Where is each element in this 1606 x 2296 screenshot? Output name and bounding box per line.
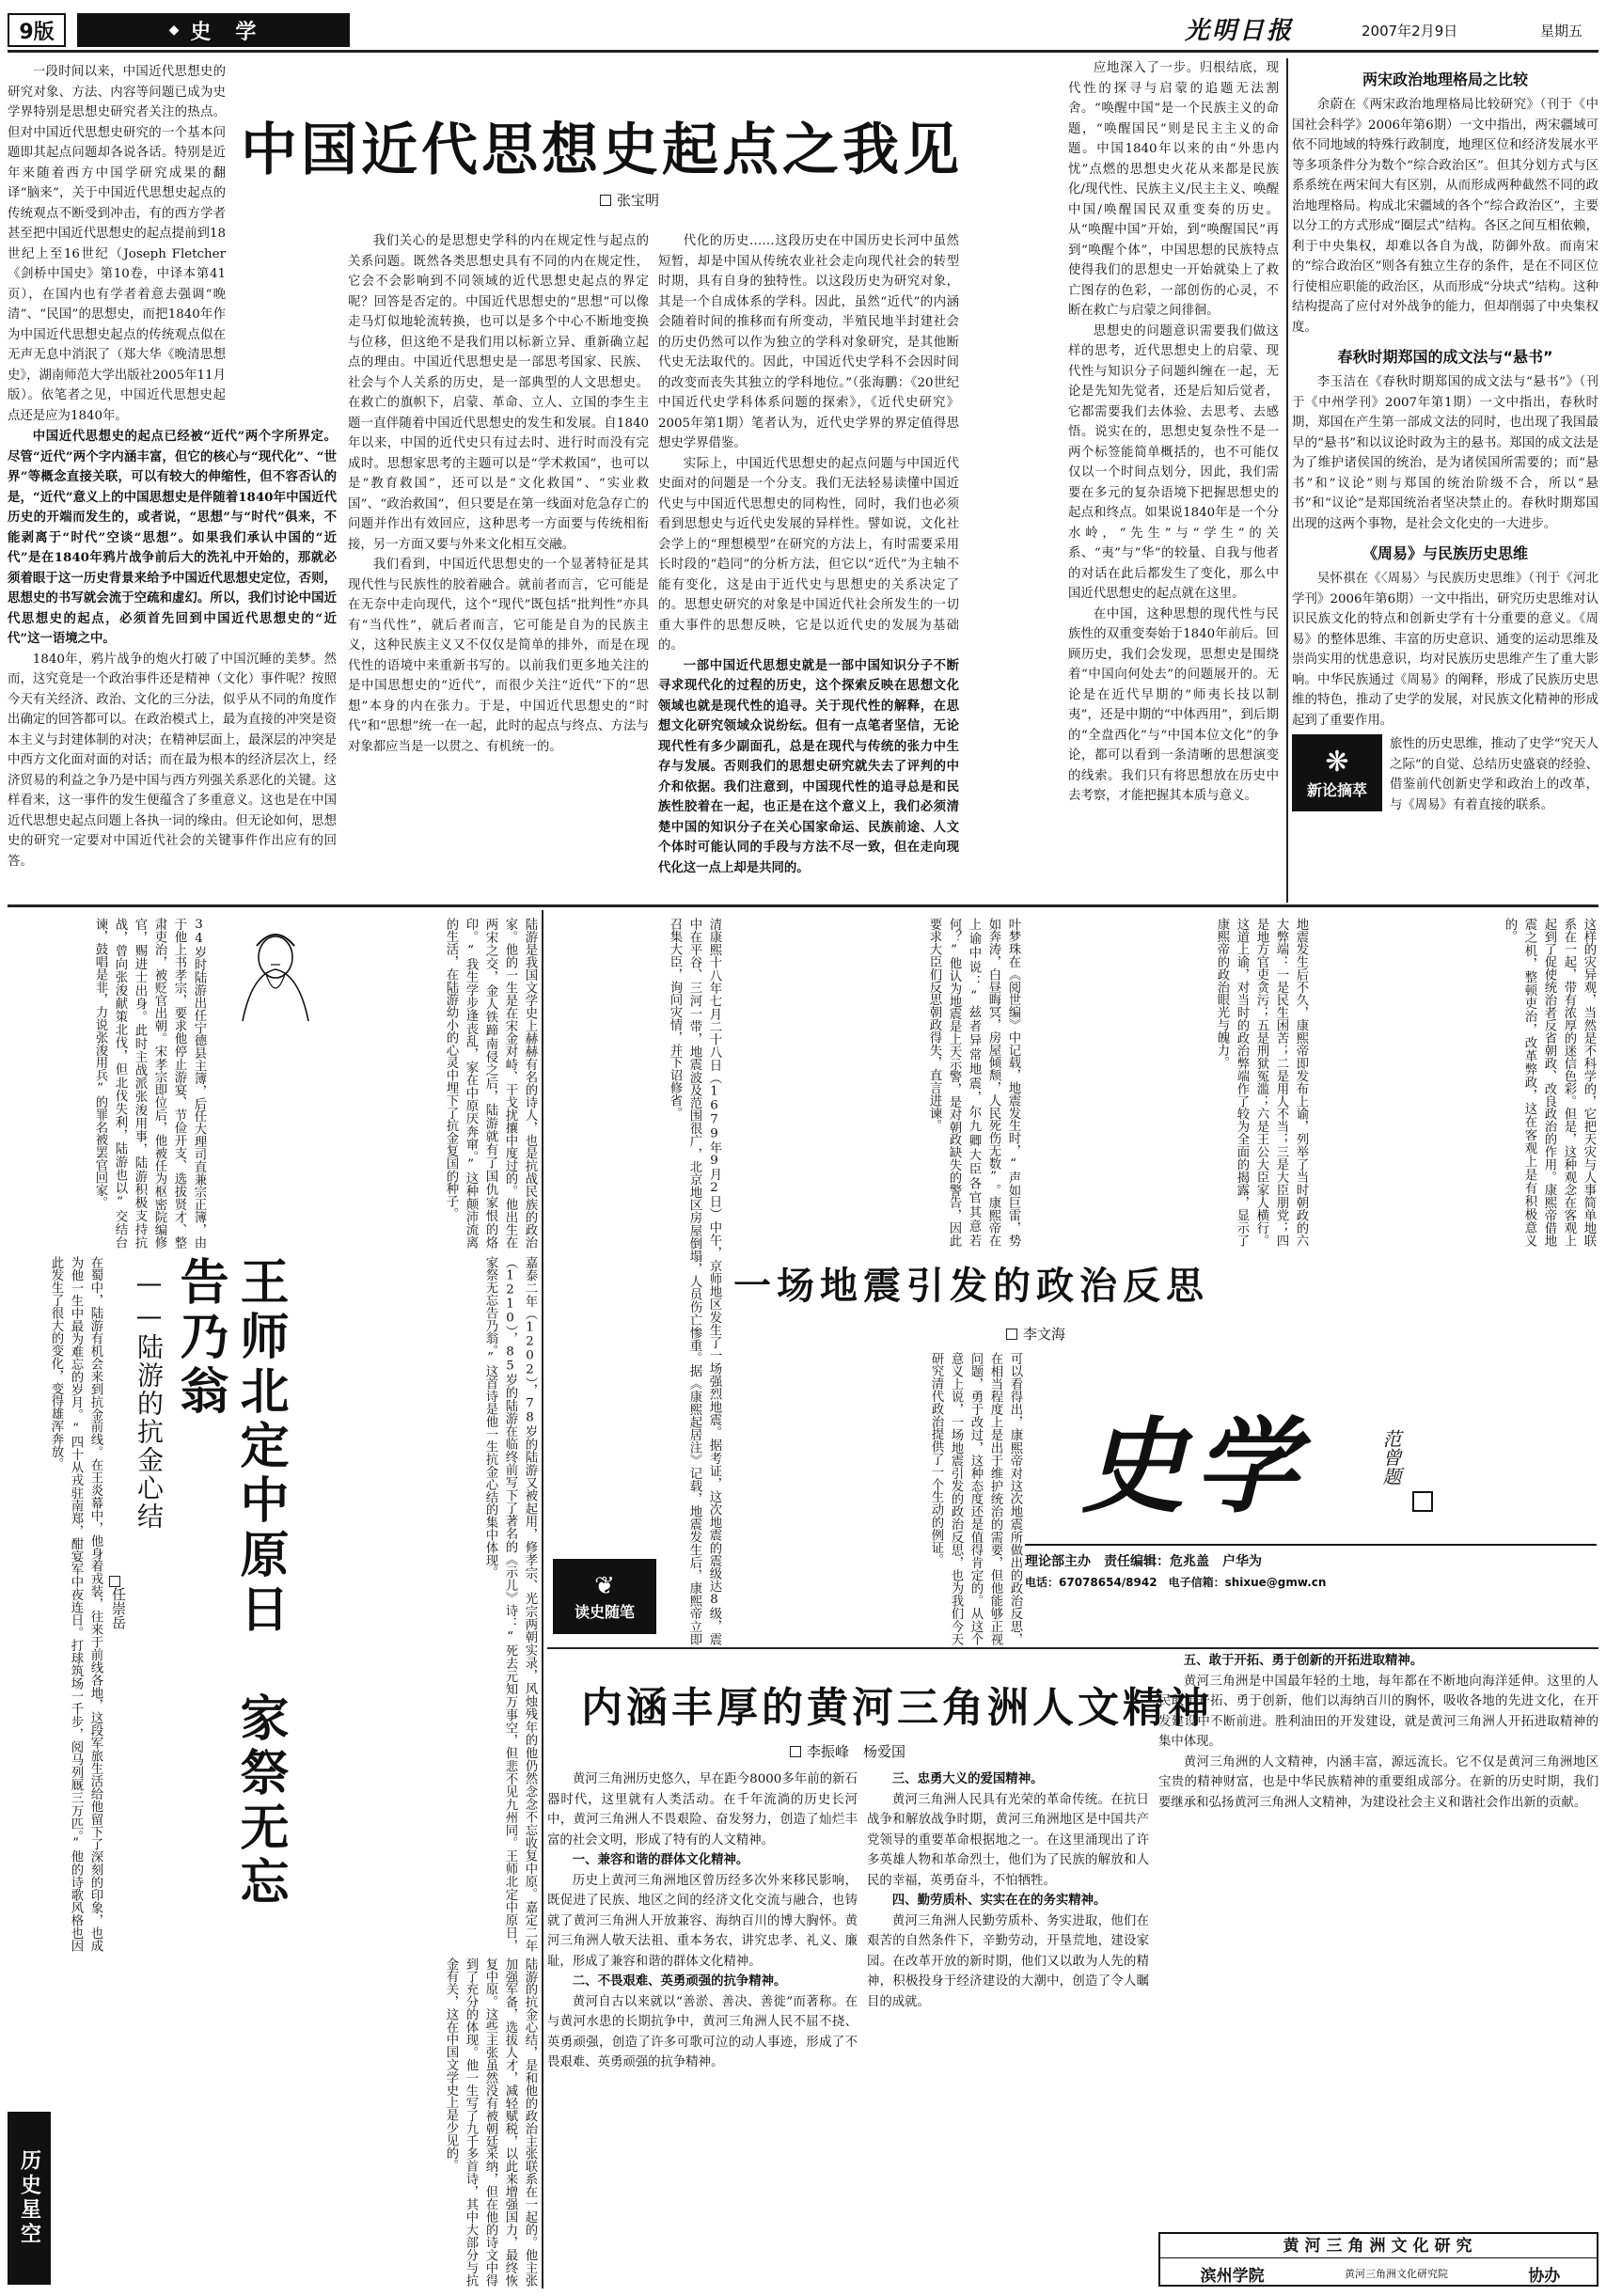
sidebar-article-3-text: 吴怀祺在《〈周易〉与民族历史思维》（刊于《河北学刊》2006年第6期）一文中指出，研究历史思维对认识民族文化的特点和创新史学有十分重要的意义。《周易》的整体思维、丰富的历史意识、通变的运动思维及崇尚实用的忧患意识，均对民族历史思维产生了重大影响。中华民族通过《周易》的阐释，形成了民族历史思维的特色，推动了史学的发展，对民族文化精神的形成起到了重要作用。 [1292, 572, 1598, 728]
issue-date: 2007年2月9日 [1362, 23, 1458, 39]
page-number: 9版 [19, 20, 55, 44]
quake-col-4: 叶梦珠在《阅世编》中记载，地震发生时，“声如巨雷，势如奔涛，白昼晦冥，房屋倾颓，人民死伤无数”。康熙帝在上谕中说：“兹者异常地震，尔九卿大臣各官其意若何？”他认为地震是上天示警，是对朝政缺失的警告，因此要求大臣们反思朝政得失，直言进谏。 [927, 918, 1020, 1247]
quake-col-1: 这样的灾异观，当然是不科学的，它把天灾与人事简单地联系在一起，带有浓厚的迷信色彩。但是，这种观念在客观上起到了促使统治者反省朝政、改良政治的作用。康熙帝借地震之机，整顿吏治，改革弊政，这在客观上是有积极意义的。 [1503, 918, 1596, 1247]
main-para-8: 应地深入了一步。归根结底，现代性的探寻与启蒙的追题无法割舍。“唤醒中国”是一个民族主义的命题，“唤醒国民”则是民主主义的命题。中国1840年以来的由“外患内忧”点燃的思想史火花从来都是民族化/现代性、民族主义/民主主义、唤醒中国/唤醒国民双重变奏的历史。从“唤醒中国”开始，到“唤醒国民”再到“唤醒个体”，中国思想的民族特点使得我们的思想史一开始就染上了救亡图存的色彩，一部创伤的心灵，不断在救亡与启蒙之间徘徊。 [1068, 61, 1279, 318]
yellow-banner-name: 黄河三角洲文化研究 [1160, 2234, 1598, 2258]
sidebar-article-3-title: 《周易》与民族历史思维 [1362, 544, 1528, 562]
sidebar-article-2-title: 春秋时期郑国的成文法与“悬书” [1337, 348, 1553, 366]
main-col-2 [348, 231, 649, 903]
quake-author: 李文海 [1006, 1324, 1065, 1344]
main-para-4: 我们看到，中国近代思想史的一个显著特征是其现代性与民族性的胶着融合。就前者而言，它可能是在无奈中走向现代，这个“现代”既包括“批判性”亦具有“当代性”，就后者而言，它可能是自为的民族主义，这种民族主义又不仅仅是简单的排外，而是在现代性的语境中来重新书写的。以前我们更多地关注的是中国思想史的“近代”，而很少关注“近代”下的“思想”本身的内在张力。于是，中国近代思想史的“时代”和“思想”统一在一起，此时的起点与终点、方法与对象都应当是一以贯之、有机统一的。 [348, 558, 649, 754]
quake-col-5: 可以看得出，康熙帝对这次地震所做出的政治反思，在相当程度上是出于维护统治的需要，但他能够正视问题，勇于改过，这种态度还是值得肯定的。从这个意义上说，一场地震引发的政治反思，也为我们今天研究清代政治提供了一个生动的例证。 [929, 1352, 1022, 1645]
yellow-section-1: 一、兼容和谐的群体文化精神。 [572, 1852, 749, 1867]
sidebar-right [1292, 58, 1598, 903]
sidebar-article-3-text-2: 旅性的历史思维，推动了史学“究天人之际”的自觉、总结历史盛衰的经验、借鉴前代创新史学和政治上的改革，与《周易》有着直接的联系。 [1390, 737, 1598, 812]
snowflake-icon: ❋ [1325, 745, 1349, 778]
shixue-info [1025, 1544, 1597, 1596]
masthead [0, 0, 1606, 53]
yellow-col-3: 五、敢于开拓、勇于创新的开拓进取精神。 黄河三角洲是中国最年轻的土地，每年都在不断地向海洋延伸。这里的人民敢于开拓、勇于创新，他们以海纳百川的胸怀，吸收各地的先进文化，在开发建设中不断前进。胜利油田的开发建设，就是黄河三角洲人开拓进取精神的集中体现。 黄河三角洲的人文精神，内涵丰富，源远流长。它不仅是黄河三角洲地区宝贵的精神财富，也是中华民族精神的重要组成部分。在新的历史时期，我们要继承和弘扬黄河三角洲人文精神，为建设社会主义和谐社会作出新的贡献。 [1158, 1653, 1598, 1810]
quake-col-2: 地震发生后不久，康熙帝即发布上谕，列举了当时朝政的六大弊端：一是民生困苦；二是用人不当；三是大臣朋党；四是地方官吏贪污；五是刑狱冤滥；六是王公大臣家人横行。这道上谕，对当时的政治弊端作了较为全面的揭露，显示了康熙帝的政治眼光与魄力。 [1215, 918, 1308, 1247]
section-name: 史 学 [190, 20, 259, 44]
sponsor-institute: 黄河三角洲文化研究院 [1344, 2268, 1448, 2280]
shixue-calligraphy: 史学 [1081, 1406, 1307, 1527]
luyou-subtitle: ——陆游的抗金心结 [134, 1267, 165, 1531]
main-para-9: 思想史的问题意识需要我们做这样的思考，近代思想史上的启蒙、现代性与知识分子问题纠缠在一起，无论是先知先觉者，还是后知后觉者，它都需要我们去体验、去思考、去感悟。说实在的，思想史复杂性不是一两个标签能简单概括的，也不可能仅仅以一个时间点划分，因此，我们需要在多元的复杂语境下把握思想史的起点和终点。如果说1840年是一个分水岭，“先生”与“学生”的关系、“夷”与“华”的较量、自我与他者的对话在此后都发生了变化，那么中国近代思想史的起点就在这里。 [1068, 323, 1279, 601]
quake-title: 一场地震引发的政治反思 [733, 1264, 1209, 1308]
main-article-title: 中国近代思想史起点之我见 [241, 118, 963, 183]
main-col-4 [970, 58, 1074, 231]
yellow-section-4: 四、勤劳质朴、实实在在的务实精神。 [891, 1893, 1107, 1908]
main-col-4-text [1068, 58, 1279, 903]
main-para-3: 我们关心的是思想史学科的内在规定性与起点的关系问题。既然各类思想史具有不同的内在规定性，它会不会影响到不同领域的近代思想史起点的界定呢？回答是否定的。中国近代思想史的“思想”可以像走马灯似地轮流转换，也可以是多个中心不断地变换与位移，但这绝不是我们用以标新立异、重新确立起点的理由。中国近代思想史是一部思考国家、民族、社会与个人关系的历史，是一部典型的人文思想史。在救亡的旗帜下，启蒙、革命、立人、立国的李生主题一直伴随着中国近代思想史的发生和发展。自1840年以来，中国的近代史只有过去时、进行时而没有完成时。思想家思考的主题可以是“学术救国”，也可以是“教育救国”，还可以是“文化救国”、“实业救国”、“政治救国”，但只要是在第一线面对危急存亡的问题并作出有效回应，这种思考一方面要与传统相衔接，另一方面又要与外来文化相互交融。 [348, 234, 649, 552]
shixue-box [1025, 1401, 1597, 1600]
yellow-author: 李振峰 杨爱国 [790, 1741, 905, 1761]
main-col-1b [8, 427, 337, 903]
main-para-6: 实际上，中国近代思想史的起点问题与中国近代史面对的问题是一个分支。我们无法轻易读懂中国近代史与中国近代思想史的同构性，同时，我们也必须看到思想史与近代史发展的异样性。譬如说，文化社会学上的“理想模型”在研究的方法上，有时需要采用长时段的“趋同”的分析方法，但它以“近代”为主轴不能有变化，这是由于近代史与思想史的关系决定了的。思想史研究的对象是中国近代社会所发生的一切重大事件的思想反映，它是以近代史的发展为基础的。 [658, 456, 959, 653]
sidebar-article-1-text: 余蔚在《两宋政治地理格局比较研究》（刊于《中国社会科学》2006年第6期）一文中指出，两宋疆域可依不同地域的特殊行政制度，地理区位和经济发展水平等多项条件分为数个“综合政治区”。但其分划方式与区系系统在两宋间大有区别，从而形成两种截然不同的政治地理格局。构成北宋疆域的各个“综合政治区”，主要以分工的方式形成“圈层式”结构。各区之间互相依赖，利于中央集权，却难以各自为战，防御外敌。而南宋的“综合政治区”则各有独立生存的条件，是在不同区位行使相应职能的政治区，从而形成“分块式”结构。这种结构提高了应付对外战争的能力，但却削弱了中央集权度。 [1292, 98, 1598, 335]
author-marker-icon [109, 1576, 120, 1587]
main-col-3 [658, 231, 959, 903]
sidebar-article-2-text: 李玉洁在《春秋时期郑国的成文法与“悬书”》（刊于《中州学刊》2007年第1期）一文中指出，春秋时期，郑国在产生第一部成文法的同时，也出现了我国最早的“悬书”和以议论时政为主的悬书。郑国的成文法是为了维护诸侯国的统治，是为诸侯国所需要的；而“悬书”和“议论”则与郑国的统治阶级不合，所以“悬书”和“议论”是郑国统治者坚决禁止的。春秋时期郑国出现的这两个事物，是社会文化史的一大进步。 [1292, 375, 1598, 531]
page-number-box [8, 13, 66, 47]
main-para-7: 一部中国近代思想史就是一部中国知识分子不断寻求现代化的过程的历史，这个探索反映在思想文化领域也就是现代性的追寻。关于现代性的解释，在思想文化研究领域众说纷纭。但有一点笔者坚信，无论现代性有多少副面孔，总是在现代与传统的张力中生存与发展。否则我们的思想史研究就失去了评判的中介和依据。我们注意到，中国现代性的追寻总是和民族性胶着在一起，也正是在这个意义上，我们必须清楚中国的知识分子在关心国家命运、民族前途、人文个体时可能认同的手段与方法不尽一致，但在走向现代化这一点上却是共同的。 [658, 657, 959, 875]
leaf-icon: ❦ [594, 1571, 615, 1600]
yellow-section-3: 三、忠勇大义的爱国精神。 [891, 1771, 1044, 1786]
luyou-col-right: 嘉泰二年（1202），78岁的陆游又被起用，修孝宗、光宗两朝实录，风烛残年的他仍然念念不忘收复中原。嘉定二年（1210），85岁的陆游在临终前写下了著名的《示儿》诗：“死去元知万事空，但悲不见九州同。王师北定中原日，家祭无忘告乃翁。”这首诗是他一生抗金心结的集中体现。 [483, 1256, 537, 1952]
luyou-article [8, 910, 540, 2288]
yellow-banner [1158, 2232, 1598, 2287]
author-marker-icon [600, 195, 611, 206]
quake-col-3: 清康熙十八年七月二十八日（1679年9月2日）中午，京师地区发生了一场强烈地震。据考证，这次地震的震级达8级，震中在平谷、三河一带，地震波及范围很广，北京地区房屋倒塌，人员伤亡惨重。据《康熙起居注》记载，地震发生后，康熙帝立即召集大臣，询问灾情，并下诏修省。 [668, 918, 721, 1645]
yellow-river-article [547, 1651, 1598, 2290]
main-para-2: 1840年，鸦片战争的炮火打破了中国沉睡的美梦。然而，这究竟是一个政治事件还是精神（文化）事件呢？按照今天有关经济、政治、文化的三分法，似乎从不同的角度作出确定的回答都可以。在政治模式上，最为直接的冲突是资本主义与封建体制的对决；在精神层面上，最深层的冲突是中西方文化面对面的对话；而在最为根本的经济层次上，经济贸易的利益之争乃是中国与西方列强关系恶化的关键。这样看来，这一事件的发生便蕴含了多重意义。这也是在中国近代思想史起点问题上各执一词的缘由。但无论如何，思想史的研究一定要对中国近代社会的关键事件作出应有的回答。 [8, 652, 337, 869]
main-lead: 一段时间以来，中国近代思想史的研究对象、方法、内容等问题已成为史学界特别是思想史研究者关注的热点。但对中国近代思想史研究的一个基本问题即其起点问题却各说各话。特别是近年来随着西方中国学研究成果的翻译“脑来”，关于中国近代思想史起点的传统观点不断受到冲击，有的西方学者甚至把中国近代思想史的起点提前到18世纪上至16世纪（Joseph Fletcher《剑桥中国史》第10卷，中译本第41页），在国内也有学者着意去强调“晚清”、“民国”的思想史，而把1840年作为中国近代思想史起点的传统观点似在无声无息中消泯了（郑大华《晚清思想史》，湖南师范大学出版社2005年11月版）。依笔者之见，中国近代思想史起点还是应为1840年。 [8, 65, 226, 423]
main-para-5: 代化的历史……这段历史在中国历史长河中虽然短暂，却是中国从传统农业社会走向现代社会的转型时期，具有自身的独特性。以这段历史为研究对象，其是一个自成体系的学科。因此，虽然“近代”的内涵会随着时间的推移而有所变动，半殖民地半封建社会的历史仍然可以作为独立的学科对象研究，是其他断代史无法取代的。因此，中国近代史学科不会因时间的改变而丧失其独立的学科地位。”（张海鹏：《20世纪中国近代史学科体系问题的探索》，《近代史研究》2005年第1期）笔者认为，近代史学界的界定值得思想史学界借鉴。 [658, 234, 959, 450]
luyou-col-left: 在蜀中，陆游有机会来到抗金前线。在王炎幕中，他身着戎装，往来于前线各地，这段军旅生活给他留下了深刻的印象，也成为他一生中最为难忘的岁月。“四十从戎驻南郑，酣宴军中夜连日。打球筑场一千步，阅马列厩三万匹。”他的诗歌风格也因此发生了很大的变化，变得雄浑奔放。 [49, 1256, 102, 1952]
diamond-icon: ◆ [168, 23, 181, 38]
luyou-col-bottom: 陆游的抗金心结，是和他的政治主张联系在一起的。他主张加强军备，选拔人才，减轻赋税，以此来增强国力，最终恢复中原。这些主张虽然没有被朝廷采纳，但在他的诗文中得到了充分的体现。他一生写了九千多首诗，其中大部分与抗金有关，这在中国文学史上是少见的。 [444, 1958, 537, 2287]
sponsor-binzhou: 滨州学院 [1200, 2266, 1265, 2286]
main-para-1: 中国近代思想史的起点已经被“近代”两个字所界定。尽管“近代”两个字内涵丰富，但它的核心与“现代化”、“世界”等概念直接关联，可以有较大的伸缩性，但不容否认的是，“近代”意义上的中国思想史是伴随着1840年中国近代历史的开端而发生的，或者说，“思想”与“时代”俱来，不能剥离于“时代”空谈“思想”。如果我们承认中国的“近代”是在1840年鸦片战争前后大的洗礼中开始的，那就必须着眼于这一历史背景来给予中国近代思想史定位，否则，思想史的书写就会流于空疏和虚幻。所以，我们讨论中国近代思想史的起点，必须首先回到中国近代思想史的“近代”这一语境之中。 [8, 429, 337, 646]
luyou-col-top-right: 陆游是我国文学史上赫赫有名的诗人，也是抗战民族的政治家。他的一生是在宋金对峙、干戈扰攘中度过的。他出生在两宋之交，金人铁蹄南侵之后，陆游就有了国仇家恨的烙印。“我生学步逢丧乱，家在中原厌奔窜。”这种颠沛流离的生活，在陆游幼小的心灵中埋下了抗金复国的种子。 [444, 918, 537, 1249]
main-article-author: 张宝明 [600, 190, 659, 210]
author-marker-icon [790, 1746, 801, 1757]
shixue-editors: 理论部主办 责任编辑：危兆盖 户华为 [1025, 1554, 1262, 1569]
yellow-section-5: 五、敢于开拓、勇于创新的开拓进取精神。 [1183, 1653, 1424, 1668]
paper-name: 光明日报 [1185, 17, 1295, 45]
sidebar-article-1-title: 两宋政治地理格局之比较 [1362, 71, 1528, 88]
weekday: 星期五 [1540, 23, 1583, 39]
luyou-author: 任崇岳 [109, 1576, 129, 1629]
luyou-col-top-mid: 34岁时陆游出任宁德县主簿，后任大理司直兼宗正簿，由于他上书孝宗，要求他停止游宴、节俭开支、选拔贤才、整肃吏治，被贬官出朝。宋孝宗即位后，他被任为枢密院编修官，赐进士出身。此时主战派张浚用事，陆游积极支持抗战，曾向张浚献策北伐，但北伐失利，陆游也以“交结台谏，鼓唱是非，力说张浚用兵”的罪名被罢官回家。 [93, 918, 206, 1249]
yellow-title: 内涵丰厚的黄河三角洲人文精神 [581, 1684, 1213, 1732]
luyou-title: 王师北定中原日 家祭无忘告乃翁 [171, 1256, 289, 1911]
yellow-col-1: 黄河三角洲历史悠久，早在距今8000多年前的新石器时代，这里就有人类活动。在千年流淌的历史长河中，黄河三角洲人不畏艰险、奋发努力，创造了灿烂丰富的社会文明，形成了特有的人文精神。 一、兼容和谐的群体文化精神。 历史上黄河三角洲地区曾历经多次外来移民影响，既促进了民族、地区之间的经济文化交流与融合，也铸就了黄河三角洲人开放兼容、海纳百川的博大胸怀。黄河三角洲人敬天法祖、重本务农，讲究忠孝、礼义、廉耻，形成了兼容和谐的群体文化精神。 二、不畏艰难、英勇顽强的抗争精神。 黄河自古以来就以“善淤、善决、善徙”而著称。在与黄河水患的长期抗争中，黄河三角洲人民不屈不挠、英勇顽强，创造了许多可歌可泣的动人事迹，形成了不畏艰难、英勇顽强的抗争精神。 [547, 1772, 858, 2069]
new-book-badge: ❋ 新论摘萃 [1292, 734, 1382, 811]
shixue-contact: 电话：67078654/8942 电子信箱：shixue@gmw.cn [1025, 1576, 1327, 1589]
seal-stamp [1412, 1491, 1433, 1512]
sponsor-co: 协办 [1528, 2266, 1561, 2286]
main-para-10: 在中国，这种思想的现代性与民族性的双重变奏始于1840年前后。回顾历史，我们会发现，思想史是围绕着“中国向何处去”的问题展开的。无论是在近代早期的“师夷长技以制夷”，还是中期的“中体西用”，到后期的“全盘西化”与“中国本位文化”的争论，都可以看到一条清晰的思想演变的线索。我们只有将思想放在历史中去考察，才能把握其本质与意义。 [1068, 606, 1279, 803]
yellow-section-2: 二、不畏艰难、英勇顽强的抗争精神。 [572, 1974, 787, 1989]
main-article [8, 58, 1074, 904]
yellow-col-2: 三、忠勇大义的爱国精神。 黄河三角洲人民具有光荣的革命传统。在抗日战争和解放战争时期，黄河三角洲地区是中国共产党领导的重要革命根据地之一。在这里涌现出了许多英雄人物和革命烈士，他们为了民族的解放和人民的幸福，英勇奋斗，不怕牺牲。 四、勤劳质朴、实实在在的务实精神。 黄河三角洲人民勤劳质朴、务实进取，他们在艰苦的自然条件下，辛勤劳动，开垦荒地，建设家园。在改革开放的新时期，他们又以敢为人先的精神，积极投身于经济建设的大潮中，创造了令人瞩目的成就。 [867, 1771, 1149, 2009]
history-stars-badge: 历史星空 [8, 2112, 51, 2285]
author-marker-icon [1006, 1329, 1017, 1340]
section-banner [77, 13, 350, 47]
reading-notes-badge: ❦ 读史随笔 [553, 1559, 656, 1634]
luyou-portrait [214, 918, 337, 1030]
shixue-signature: 范曾题 [1379, 1429, 1402, 1486]
main-col-1 [8, 62, 226, 427]
